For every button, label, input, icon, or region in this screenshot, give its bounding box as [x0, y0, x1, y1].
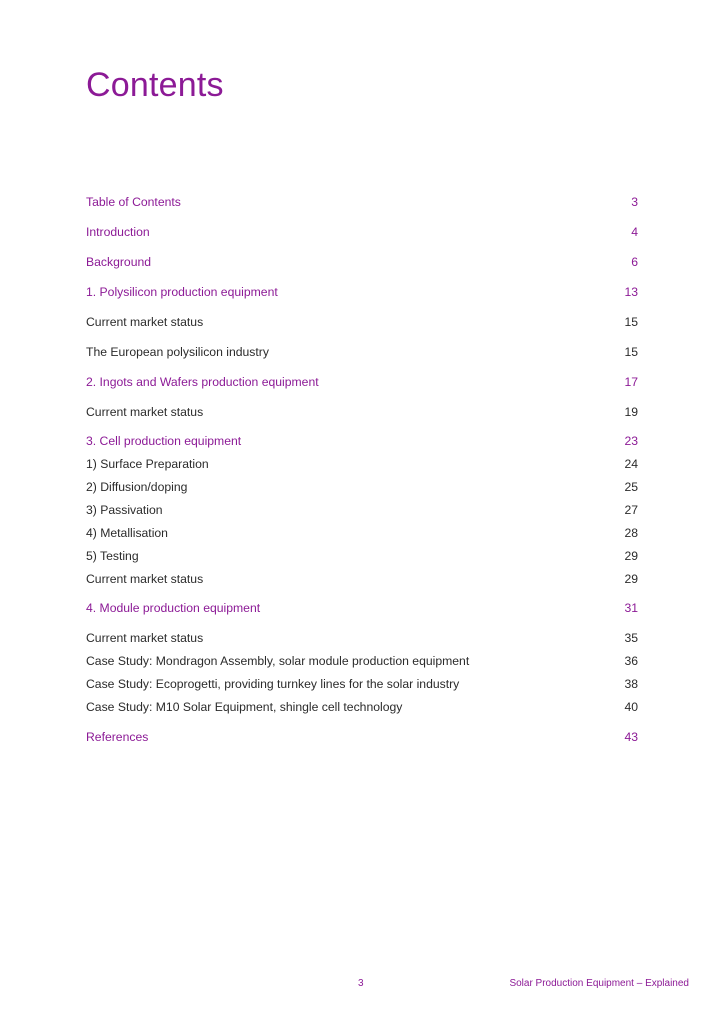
toc-entry-label: Table of Contents: [86, 195, 181, 209]
toc-entry-page: 24: [624, 457, 638, 471]
toc-entry-label: Current market status: [86, 405, 204, 419]
footer-document-title: Solar Production Equipment – Explained: [509, 978, 689, 989]
toc-entry[interactable]: [86, 455, 638, 473]
toc-entry[interactable]: [86, 599, 638, 617]
toc-entry[interactable]: [86, 373, 638, 391]
toc-entry-label: 5) Testing: [86, 549, 139, 563]
page-title: Contents: [86, 65, 224, 104]
toc-entry[interactable]: [86, 570, 638, 588]
toc-entry[interactable]: [86, 193, 638, 211]
toc-entry-label: References: [86, 730, 149, 744]
toc-entry[interactable]: [86, 698, 638, 716]
toc-entry-page: 15: [624, 345, 638, 359]
toc-entry-page: 4: [631, 225, 638, 239]
toc-entry[interactable]: [86, 253, 638, 271]
toc-entry[interactable]: [86, 524, 638, 542]
toc-entry[interactable]: [86, 547, 638, 565]
toc-entry[interactable]: [86, 223, 638, 241]
toc-entry-page: 25: [624, 480, 638, 494]
toc-entry-page: 31: [624, 601, 638, 615]
toc-entry-label: The European polysilicon industry: [86, 345, 269, 359]
toc-entry-label: Current market status: [86, 315, 204, 329]
toc-entry-label: Case Study: Ecoprogetti, providing turnkey lines for the solar industry: [86, 677, 460, 691]
toc-entry-label: Case Study: Mondragon Assembly, solar module production equipment: [86, 654, 470, 668]
toc-entry-page: 3: [631, 195, 638, 209]
toc-entry-label: Introduction: [86, 225, 150, 239]
toc-entry-page: 35: [624, 631, 638, 645]
toc-entry-label: 2) Diffusion/doping: [86, 480, 188, 494]
toc-entry-page: 27: [624, 503, 638, 517]
toc-entry-page: 6: [631, 255, 638, 269]
toc-entry-label: 2. Ingots and Wafers production equipment: [86, 375, 319, 389]
footer-page-number: 3: [358, 978, 364, 989]
toc-entry-page: 17: [624, 375, 638, 389]
toc-entry[interactable]: [86, 501, 638, 519]
toc-entry-label: 4. Module production equipment: [86, 601, 261, 615]
toc-entry[interactable]: [86, 343, 638, 361]
toc-entry-label: 4) Metallisation: [86, 526, 168, 540]
toc-entry-page: 13: [624, 285, 638, 299]
toc-entry[interactable]: [86, 313, 638, 331]
toc-entry-page: 29: [624, 572, 638, 586]
toc-entry-page: 43: [624, 730, 638, 744]
toc-entry-label: Case Study: M10 Solar Equipment, shingle cell technology: [86, 700, 403, 714]
toc-entry-label: Background: [86, 255, 152, 269]
toc-entry-label: 1) Surface Preparation: [86, 457, 209, 471]
toc-entry[interactable]: [86, 283, 638, 301]
toc-entry-page: 29: [624, 549, 638, 563]
toc-entry[interactable]: [86, 432, 638, 450]
toc-entry[interactable]: [86, 675, 638, 693]
toc-entry-page: 28: [624, 526, 638, 540]
toc-entry[interactable]: [86, 728, 638, 746]
toc-entry-page: 36: [624, 654, 638, 668]
toc-entry[interactable]: [86, 652, 638, 670]
toc-entry[interactable]: [86, 629, 638, 647]
toc-entry[interactable]: [86, 403, 638, 421]
toc-entry-page: 19: [624, 405, 638, 419]
toc-entry-label: Current market status: [86, 631, 204, 645]
toc-entry[interactable]: [86, 478, 638, 496]
toc-entry-page: 38: [624, 677, 638, 691]
toc-entry-page: 23: [624, 434, 638, 448]
toc-entry-label: 3) Passivation: [86, 503, 163, 517]
toc-entry-label: 3. Cell production equipment: [86, 434, 242, 448]
toc-entry-label: Current market status: [86, 572, 204, 586]
toc-entry-page: 40: [624, 700, 638, 714]
toc-entry-page: 15: [624, 315, 638, 329]
toc-entry-label: 1. Polysilicon production equipment: [86, 285, 278, 299]
